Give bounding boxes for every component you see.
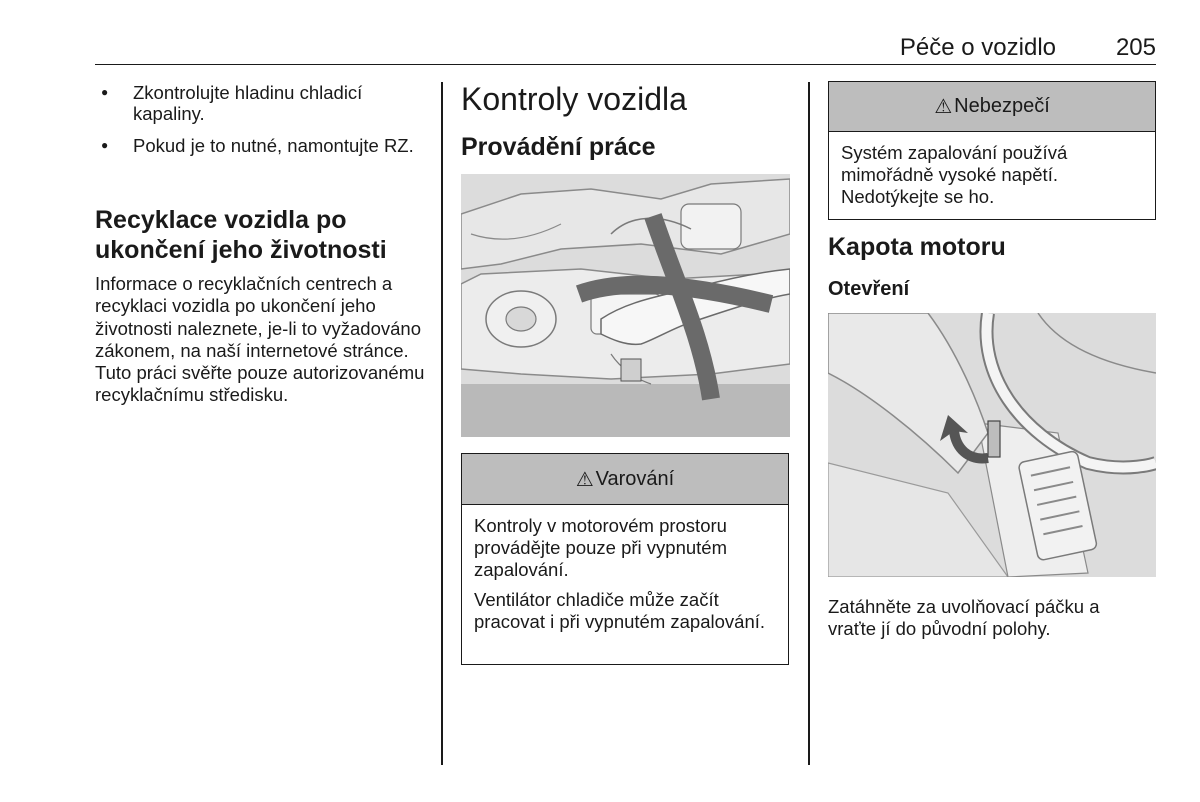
hood-heading: Kapota motoru xyxy=(828,233,1006,261)
bullet-item: ● Pokud je to nutné, namontujte RZ. xyxy=(95,135,425,156)
hood-opening-subheading: Otevření xyxy=(828,278,910,300)
column-divider xyxy=(808,82,810,765)
warning-paragraph: Ventilátor chladiče může začít pracovat i při vypnutém zapalování. xyxy=(474,589,766,632)
bullet-list xyxy=(95,82,425,167)
performing-work-heading: Provádění práce xyxy=(461,133,656,161)
page-header xyxy=(95,30,1156,65)
warning-box-body xyxy=(462,505,788,647)
danger-title: Nebezpečí xyxy=(954,95,1050,117)
danger-paragraph: Systém zapalování používá mimořádně vysoké napětí. Nedotýkejte se ho. xyxy=(841,142,1068,207)
warning-title: Varování xyxy=(595,467,675,490)
column-divider xyxy=(441,82,443,765)
bullet-item: ● Zkontrolujte hladinu chladicí kapaliny. xyxy=(95,82,425,124)
warning-box xyxy=(461,453,789,665)
warning-triangle-icon: ⚠ xyxy=(934,96,953,118)
vehicle-checks-heading: Kontroly vozidla xyxy=(461,81,687,117)
danger-box xyxy=(828,81,1156,220)
engine-bay-illustration-svg xyxy=(461,174,790,437)
recycling-text: Informace o recyklačních centrech a recyklaci vozidla po ukončení jeho životnosti naleznete, je-li to vyžadováno zákonem, na naší internetové stránce. Tuto práci svěřte pouze autorizovanému recyklačnímu středisku. xyxy=(95,273,425,406)
warning-paragraph: Kontroly v motorovém prostoru provádějte pouze při vypnutém zapalování. xyxy=(474,515,727,580)
danger-box-header xyxy=(829,82,1155,132)
page-number: 205 xyxy=(1115,34,1156,61)
danger-box-body xyxy=(829,132,1155,222)
warning-triangle-icon: ⚠ xyxy=(575,468,594,491)
hood-instruction-text: Zatáhněte za uvolňovací páčku a vraťte jí do původní polohy. xyxy=(828,596,1100,639)
section-title: Péče o vozidlo xyxy=(899,34,1056,61)
recycling-heading: Recyklace vozidla po ukončení jeho životnosti xyxy=(95,206,387,264)
engine-bay-illustration xyxy=(461,174,790,437)
warning-box-header xyxy=(462,454,788,505)
hood-release-illustration-svg xyxy=(828,313,1156,577)
hood-release-illustration xyxy=(828,313,1156,577)
